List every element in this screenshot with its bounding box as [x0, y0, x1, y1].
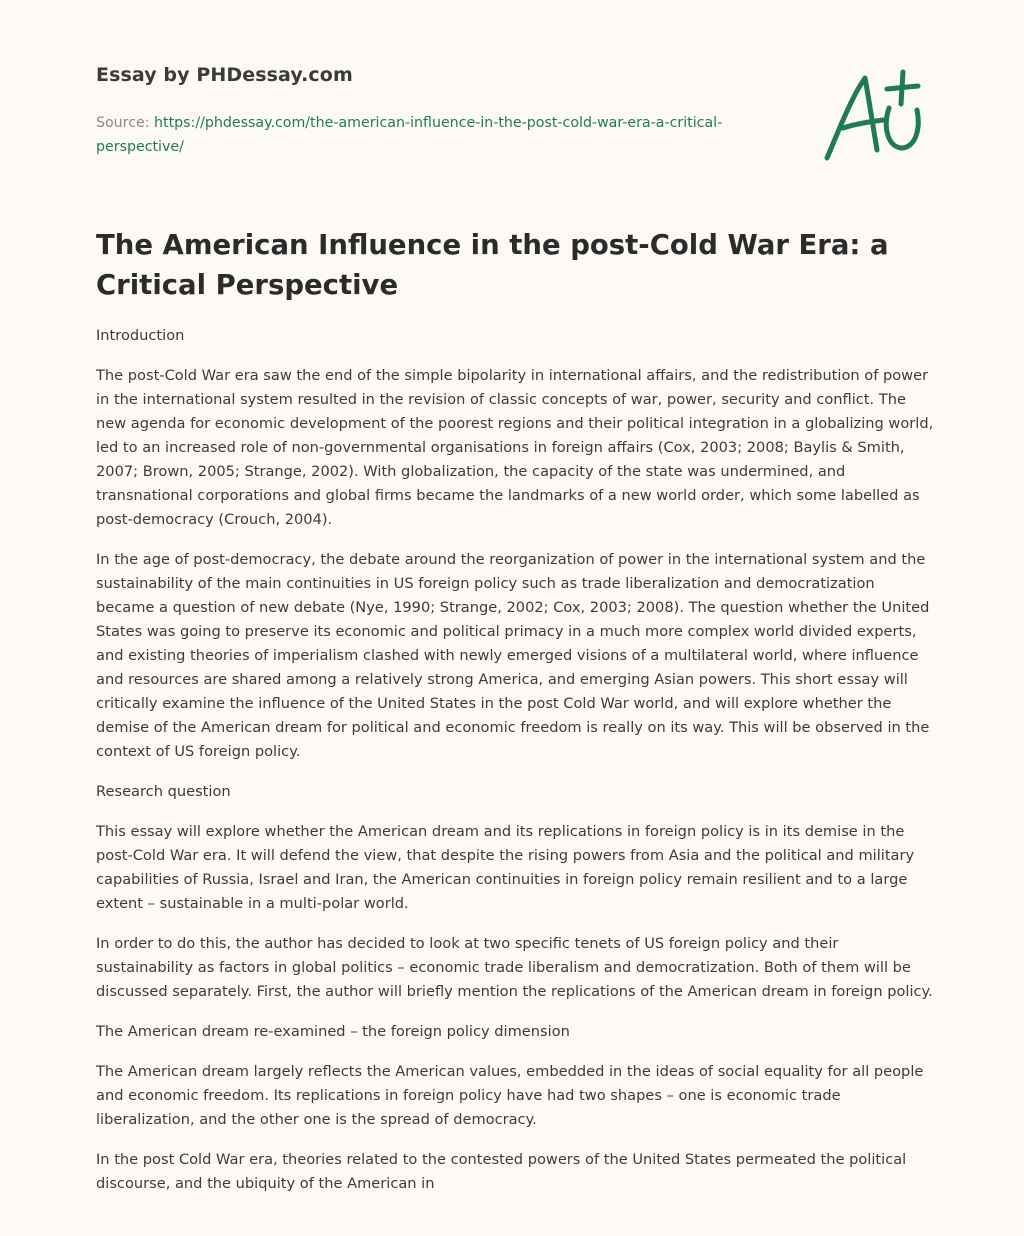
essay-body: [96, 324, 936, 1212]
paragraph: The American dream largely reflects the American values, embedded in the ideas of social equality for all people and economic freedom. Its replications in foreign policy have had two shapes – one is economic trade liberalization, and the other one is the spread of democracy.: [96, 1063, 924, 1128]
source-link[interactable]: https://phdessay.com/the-american-influence-in-the-post-cold-war-era-a-critical-perspective/: [96, 115, 723, 155]
essay-title: The American Influence in the post-Cold War Era: a Critical Perspective: [96, 229, 889, 301]
section-heading-research-question: Research question: [96, 783, 231, 800]
source-label: Source:: [96, 115, 150, 131]
section-heading-introduction: Introduction: [96, 327, 185, 344]
site-title: Essay by PHDessay.com: [96, 64, 353, 86]
paragraph: In the age of post-democracy, the debate around the reorganization of power in the international system and the sustainability of the main continuities in US foreign policy such as trade liberalization and democratization became a question of new debate (Nye, 1990; Strange, 2002; Cox, 2003; 2008). The question whether the United States was going to preserve its economic and political primacy in a much more complex world divided experts, and existing theories of imperialism clashed with newly emerged visions of a multilateral world, where influence and resources are shared among a relatively strong America, and emerging Asian powers. This short essay will critically examine the influence of the United States in the post Cold War world, and will explore whether the demise of the American dream for political and economic freedom is really on its way. This will be observed in the context of US foreign policy.: [96, 551, 930, 760]
source-line: [96, 111, 736, 159]
section-heading-american-dream: The American dream re-examined – the foreign policy dimension: [96, 1023, 570, 1040]
paragraph: In the post Cold War era, theories related to the contested powers of the United States permeated the political discourse, and the ubiquity of the American in: [96, 1151, 907, 1192]
paragraph: In order to do this, the author has decided to look at two specific tenets of US foreign policy and their sustainability as factors in global politics – economic trade liberalism and democratization. Both of them will be discussed separately. First, the author will briefly mention the replications of the American dream in foreign policy.: [96, 935, 933, 1000]
paragraph: The post-Cold War era saw the end of the simple bipolarity in international affairs, and the redistribution of power in the international system resulted in the revision of classic concepts of war, power, security and conflict. The new agenda for economic development of the poorest regions and their political integration in a globalizing world, led to an increased role of non-governmental organisations in foreign affairs (Cox, 2003; 2008; Baylis & Smith, 2007; Brown, 2005; Strange, 2002). With globalization, the capacity of the state was undermined, and transnational corporations and global firms became the landmarks of a new world order, which some labelled as post-democracy (Crouch, 2004).: [96, 367, 934, 528]
a-plus-logo-icon: [821, 68, 927, 168]
paragraph: This essay will explore whether the American dream and its replications in foreign policy is in its demise in the post-Cold War era. It will defend the view, that despite the rising powers from Asia and the political and military capabilities of Russia, Israel and Iran, the American continuities in foreign policy remain resilient and to a large extent – sustainable in a multi-polar world.: [96, 823, 915, 912]
